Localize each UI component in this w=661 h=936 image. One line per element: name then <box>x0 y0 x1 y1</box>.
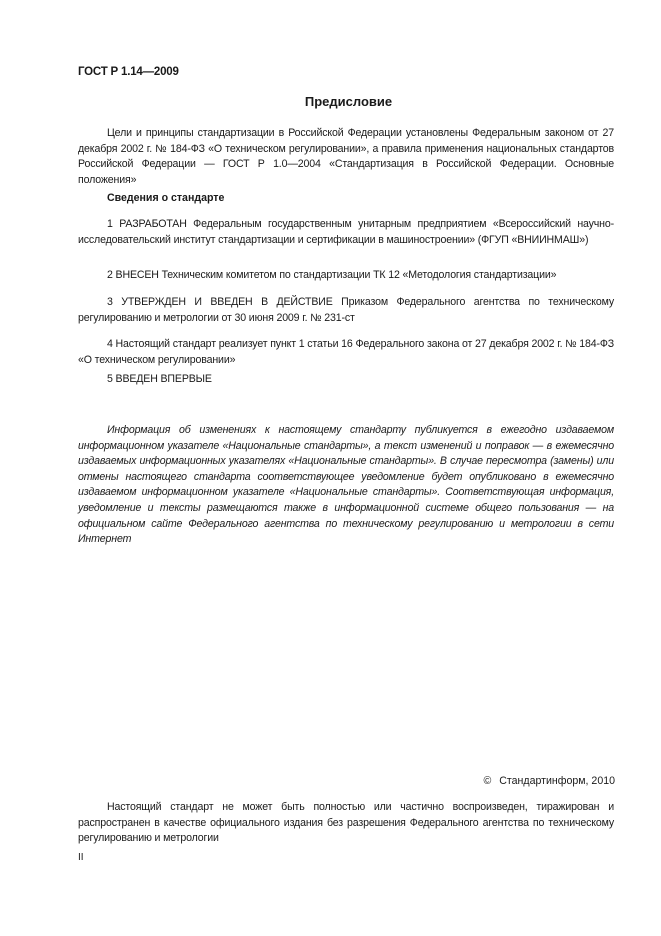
page-number: II <box>78 852 84 863</box>
section-heading: Сведения о стандарте <box>107 192 225 204</box>
copyright-line <box>483 775 615 787</box>
item-2: 2 ВНЕСЕН Техническим комитетом по стандартизации ТК 12 «Методология стандартизации» <box>107 269 557 281</box>
info-notice: Информация об изменениях к настоящему стандарту публикуется в ежегодно издаваемом информационном указателе «Национальные стандарты», а текст изменений и поправок — в ежемесячно издаваемых информационных указателях «Национальные стандарты». В случае пересмотра (замены) или отмены настоящего стандарта соответствующее уведомление будет опубликовано в ежемесячно издаваемом информационном указателе «Национальные стандарты». Соответствующая информация, уведомление и тексты размещаются также в информационной системе общего пользования — на официальном сайте Федерального агентства по техническому регулированию и метрологии в сети Интернет <box>78 424 614 546</box>
page-title: Предисловие <box>304 94 393 109</box>
intro-paragraph: Цели и принципы стандартизации в Российской Федерации установлены Федеральным законом от 27 декабря 2002 г. № 184-ФЗ «О техническом регулировании», а правила применения национальных стандартов Российской Федерации — ГОСТ Р 1.0—2004 «Стандартизация в Российской Федерации. Основные положения» <box>78 127 614 186</box>
reproduction-notice: Настоящий стандарт не может быть полностью или частично воспроизведен, тиражирован и распространен в качестве официального издания без разрешения Федерального агентства по техническому регулированию и метрологии <box>78 801 614 845</box>
item-5: 5 ВВЕДЕН ВПЕРВЫЕ <box>107 373 212 385</box>
item-3: 3 УТВЕРЖДЕН И ВВЕДЕН В ДЕЙСТВИЕ Приказом Федерального агентства по техническому регулированию и метрологии от 30 июня 2009 г. № 231-ст <box>78 296 614 324</box>
copyright-text: Стандартинформ, 2010 <box>499 775 615 787</box>
item-1: 1 РАЗРАБОТАН Федеральным государственным унитарным предприятием «Всероссийский научно-исследовательский институт стандартизации и сертификации в машиностроении» (ФГУП «ВНИИНМАШ») <box>78 218 614 246</box>
copyright-symbol: © <box>483 775 492 787</box>
document-code: ГОСТ Р 1.14—2009 <box>78 66 179 78</box>
item-4: 4 Настоящий стандарт реализует пункт 1 статьи 16 Федерального закона от 27 декабря 2002 г. № 184-ФЗ «О техническом регулировании» <box>78 338 614 366</box>
